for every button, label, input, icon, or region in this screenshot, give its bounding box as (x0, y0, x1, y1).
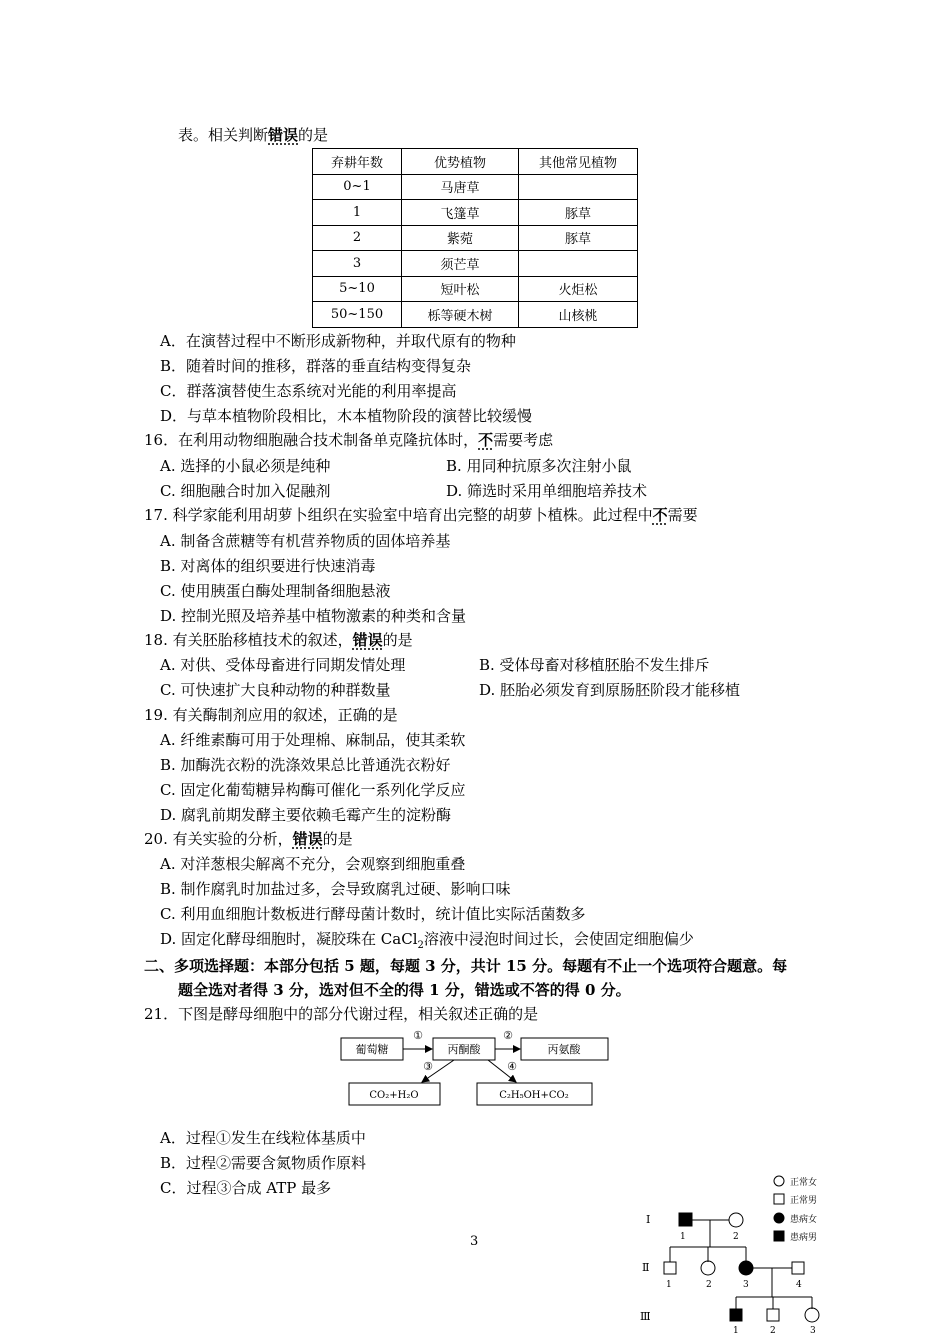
intro-line: 表。相关判断错误的是 (178, 126, 329, 144)
metabolism-diagram (336, 1028, 616, 1110)
label-1: ① (413, 1029, 423, 1042)
q20-stem: 20. 有关实验的分析，错误的是 (144, 830, 353, 848)
legend-affected-male: 患病男 (790, 1233, 818, 1243)
q18-option-b: B. 受体母畜对移植胚胎不发生排斥 (479, 656, 710, 674)
q20-option-b: B. 制作腐乳时加盐过多，会导致腐乳过硬、影响口味 (160, 880, 511, 898)
q19-option-c: C. 固定化葡萄糖异构酶可催化一系列化学反应 (160, 781, 466, 799)
pedigree-label-III-1: 1 (733, 1326, 739, 1336)
q15-option-d: D．与草本植物阶段相比，木本植物阶段的演替比较缓慢 (160, 407, 533, 425)
q17-option-d: D. 控制光照及培养基中植物激素的种类和含量 (160, 607, 467, 625)
q19-option-a: A. 纤维素酶可用于处理棉、麻制品，使其柔软 (160, 731, 466, 749)
q17-option-b: B. 对离体的组织要进行快速消毒 (160, 557, 376, 575)
label-4: ④ (507, 1060, 517, 1073)
pedigree-I-1 (679, 1213, 692, 1226)
pedigree-III-3 (805, 1308, 819, 1322)
pedigree-I-2 (729, 1213, 743, 1227)
q18-stem: 18. 有关胚胎移植技术的叙述，错误的是 (144, 631, 413, 649)
pedigree-II-3 (739, 1261, 753, 1275)
pedigree-label-III-2: 2 (770, 1326, 776, 1336)
legend-normal-male: 正常男 (790, 1196, 818, 1206)
q21-option-a: A．过程①发生在线粒体基质中 (160, 1129, 366, 1147)
table-row: 3 须芒草 (313, 251, 638, 277)
pedigree-label-III-3: 3 (810, 1326, 816, 1336)
pedigree-III-2 (767, 1309, 779, 1321)
pedigree-label-I-1: 1 (680, 1232, 686, 1242)
q16-option-c: C. 细胞融合时加入促融剂 (160, 482, 331, 500)
q20-option-d: D. 固定化酵母细胞时，凝胶珠在 CaCl$_2$溶液中浸泡时间过长，会使固定细胞偏少 (160, 930, 694, 951)
pedigree-label-II-4: 4 (796, 1280, 802, 1290)
q18-option-a: A. 对供、受体母畜进行同期发情处理 (160, 656, 406, 674)
legend-affected-female-icon (774, 1213, 784, 1223)
generation-label-2: Ⅱ (642, 1261, 650, 1274)
alanine-label: 丙氨酸 (547, 1043, 581, 1056)
q18-option-d: D. 胚胎必须发育到原肠胚阶段才能移植 (479, 681, 741, 699)
table-row: 0~1 马唐草 (313, 174, 638, 200)
table-row: 5~10 短叶松 火炬松 (313, 276, 638, 302)
q17-stem: 17. 科学家能利用胡萝卜组织在实验室中培育出完整的胡萝卜植株。此过程中不需要 (144, 506, 698, 524)
legend-normal-female: 正常女 (790, 1178, 818, 1188)
pedigree-label-II-2: 2 (706, 1280, 712, 1290)
q19-stem: 19. 有关酶制剂应用的叙述，正确的是 (144, 706, 398, 724)
pedigree-diagram (636, 1170, 848, 1340)
q15-option-a: A．在演替过程中不断形成新物种，并取代原有的物种 (160, 332, 516, 350)
table-row: 50~150 栎等硬木树 山核桃 (313, 302, 638, 328)
pedigree-II-1 (664, 1262, 676, 1274)
label-2: ② (503, 1029, 513, 1042)
glucose-label: 葡萄糖 (355, 1043, 389, 1056)
q16-option-a: A. 选择的小鼠必须是纯种 (160, 457, 331, 475)
ethanol-label: C₂H₅OH+CO₂ (499, 1090, 569, 1101)
q19-option-d: D. 腐乳前期发酵主要依赖毛霉产生的淀粉酶 (160, 806, 452, 824)
q21-option-b: B．过程②需要含氮物质作原料 (160, 1154, 367, 1172)
table-row: 1 飞篷草 豚草 (313, 200, 638, 226)
succession-table (312, 148, 638, 328)
label-3: ③ (423, 1060, 433, 1073)
q21-option-c: C．过程③合成 ATP 最多 (160, 1179, 332, 1197)
pedigree-II-2 (701, 1261, 715, 1275)
q16-stem: 16．在利用动物细胞融合技术制备单克隆抗体时，不需要考虑 (144, 431, 554, 449)
pedigree-label-II-3: 3 (743, 1280, 749, 1290)
section2-heading: 二、多项选择题：本部分包括 5 题，每题 3 分，共计 15 分。每题有不止一个选项符合题意。每 (144, 957, 788, 975)
legend-normal-female-icon (774, 1176, 784, 1186)
pedigree-III-1 (730, 1309, 742, 1321)
pedigree-label-I-2: 2 (733, 1232, 739, 1242)
q17-option-c: C. 使用胰蛋白酶处理制备细胞悬液 (160, 582, 391, 600)
page-number: 3 (470, 1234, 479, 1249)
q18-option-c: C. 可快速扩大良种动物的种群数量 (160, 681, 391, 699)
q21-stem: 21．下图是酵母细胞中的部分代谢过程，相关叙述正确的是 (144, 1005, 539, 1023)
q19-option-b: B. 加酶洗衣粉的洗涤效果总比普通洗衣粉好 (160, 756, 451, 774)
co2-h2o-label: CO₂+H₂O (369, 1090, 419, 1101)
pyruvate-label: 丙酮酸 (447, 1043, 481, 1056)
section2-heading-cont: 题全选对者得 3 分，选对但不全的得 1 分，错选或不答的得 0 分。 (178, 981, 631, 999)
q16-option-b: B. 用同种抗原多次注射小鼠 (446, 457, 632, 475)
pedigree-II-4 (792, 1262, 804, 1274)
generation-label-3: Ⅲ (640, 1310, 651, 1323)
q20-option-a: A. 对洋葱根尖解离不充分，会观察到细胞重叠 (160, 855, 466, 873)
q15-option-b: B．随着时间的推移，群落的垂直结构变得复杂 (160, 357, 472, 375)
legend-affected-female: 患病女 (790, 1215, 818, 1225)
legend-affected-male-icon (774, 1231, 784, 1241)
q20-option-c: C. 利用血细胞计数板进行酵母菌计数时，统计值比实际活菌数多 (160, 905, 586, 923)
q15-option-c: C．群落演替使生态系统对光能的利用率提高 (160, 382, 457, 400)
table-row: 2 紫菀 豚草 (313, 225, 638, 251)
q16-option-d: D. 筛选时采用单细胞培养技术 (446, 482, 648, 500)
generation-label-1: Ⅰ (646, 1213, 651, 1226)
table-header-row: 弃耕年数 优势植物 其他常见植物 (313, 149, 638, 175)
q17-option-a: A. 制备含蔗糖等有机营养物质的固体培养基 (160, 532, 451, 550)
legend-normal-male-icon (774, 1194, 784, 1204)
pedigree-label-II-1: 1 (666, 1280, 672, 1290)
